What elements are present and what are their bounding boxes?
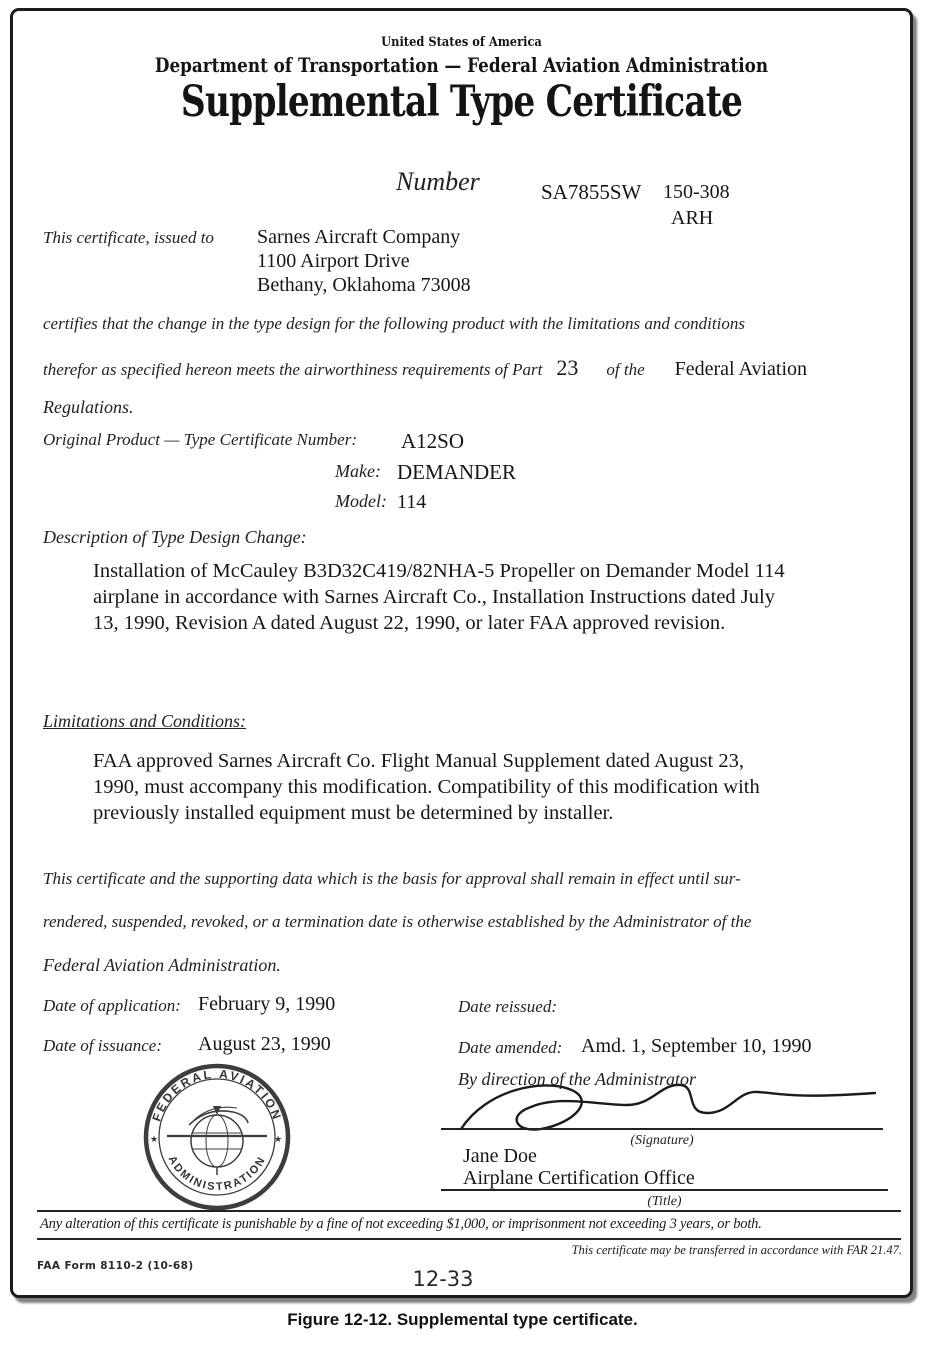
signature-caption: (Signature) bbox=[630, 1133, 694, 1148]
certificate-number-refs bbox=[663, 179, 730, 231]
holder-address-line2: Bethany, Oklahoma 73008 bbox=[257, 274, 471, 296]
seal-star-left-icon: ★ bbox=[150, 1134, 159, 1144]
type-certificate-number-value: A12SO bbox=[401, 429, 465, 453]
make-label: Make: bbox=[335, 461, 381, 481]
part-number-value: 23 bbox=[556, 355, 579, 380]
date-reissued-label: Date reissued: bbox=[458, 997, 557, 1016]
seal-star-right-icon: ★ bbox=[274, 1134, 283, 1144]
description-body: Installation of McCauley B3D32C419/82NHA-5 Propeller on Demander Model 114 airplane in accordance with Sarnes Aircraft Co., Installation Instructions dated July 13, 1990, Revision A dated August 22, 1990, or later FAA approved revision. bbox=[93, 560, 785, 634]
certifies-line3: Regulations. bbox=[43, 397, 134, 417]
effect-clause-line3: Federal Aviation Administration. bbox=[43, 955, 281, 975]
faa-seal bbox=[141, 1061, 293, 1213]
alteration-notice: Any alteration of this certificate is punishable by a fine of not exceeding $1,000, or imprisonment not exceeding 3 years, or both. bbox=[40, 1216, 762, 1232]
signature-scribble bbox=[451, 1077, 883, 1135]
seal-top-text: FEDERAL AVIATION bbox=[149, 1066, 285, 1124]
certifies-line2-script: therefor as specified hereon meets the airworthiness requirements of Part bbox=[43, 360, 543, 379]
certificate-title: Supplemental Type Certificate bbox=[180, 77, 743, 127]
certificate-number-value: SA7855SW bbox=[541, 180, 642, 204]
title-caption: (Title) bbox=[647, 1194, 682, 1209]
effect-clause-line1: This certificate and the supporting data which is the basis for approval shall remain in effect until sur- bbox=[43, 869, 741, 888]
effect-clause-line2: rendered, suspended, revoked, or a termination date is otherwise established by the Administrator of the bbox=[43, 912, 752, 931]
make-value: DEMANDER bbox=[397, 460, 516, 484]
date-of-application-label: Date of application: bbox=[43, 996, 181, 1015]
issued-to-label: This certificate, issued to bbox=[43, 228, 214, 247]
footer-rule-top bbox=[37, 1210, 901, 1212]
date-amended-label: Date amended: bbox=[458, 1038, 563, 1057]
date-of-application-value: February 9, 1990 bbox=[198, 993, 336, 1015]
limitations-body: FAA approved Sarnes Aircraft Co. Flight Manual Supplement dated August 23, 1990, must accompany this modification. Compatibility of this modification with previously installed equipment must be determined by installer. bbox=[93, 750, 760, 824]
by-direction-label: By direction of the Administrator bbox=[458, 1069, 696, 1089]
holder-address-line1: 1100 Airport Drive bbox=[257, 250, 410, 272]
footer-rule-bottom bbox=[37, 1238, 901, 1240]
certifies-line2-script-b: of the bbox=[606, 360, 645, 379]
limitations-label: Limitations and Conditions: bbox=[43, 711, 247, 731]
holder-name: Sarnes Aircraft Company bbox=[257, 226, 461, 248]
header-department: Department of Transportation — Federal Aviation Administration bbox=[154, 53, 769, 77]
transfer-notice: This certificate may be transferred in accordance with FAR 21.47. bbox=[571, 1243, 902, 1257]
number-label: Number bbox=[396, 167, 480, 196]
certifies-line2 bbox=[43, 355, 807, 381]
original-product-label: Original Product — Type Certificate Number: bbox=[43, 430, 357, 449]
date-of-issuance-value: August 23, 1990 bbox=[198, 1033, 331, 1055]
issued-to-block bbox=[257, 225, 471, 297]
seal-bottom-text: ADMINISTRATION bbox=[165, 1153, 269, 1194]
signer-title: Airplane Certification Office bbox=[463, 1167, 695, 1189]
date-amended-value: Amd. 1, September 10, 1990 bbox=[581, 1035, 812, 1057]
certificate-frame bbox=[10, 8, 913, 1298]
certifies-line2-typed: Federal Aviation bbox=[674, 358, 808, 380]
form-number: FAA Form 8110-2 (10-68) bbox=[37, 1260, 194, 1272]
certificate-ref-line1: 150-308 bbox=[663, 181, 730, 203]
signer-name: Jane Doe bbox=[463, 1145, 537, 1167]
date-of-issuance-label: Date of issuance: bbox=[43, 1036, 162, 1055]
title-line bbox=[441, 1189, 888, 1191]
signature-line bbox=[441, 1128, 883, 1130]
figure-caption: Figure 12-12. Supplemental type certificate. bbox=[287, 1310, 638, 1329]
header-country: United States of America bbox=[381, 35, 542, 50]
model-value: 114 bbox=[397, 491, 427, 513]
model-label: Model: bbox=[335, 491, 387, 511]
description-label: Description of Type Design Change: bbox=[43, 527, 307, 547]
certifies-line1: certifies that the change in the type design for the following product with the limitations and conditions bbox=[43, 314, 745, 333]
certificate-ref-line2: ARH bbox=[671, 207, 714, 229]
page-number: 12-33 bbox=[412, 1267, 474, 1291]
